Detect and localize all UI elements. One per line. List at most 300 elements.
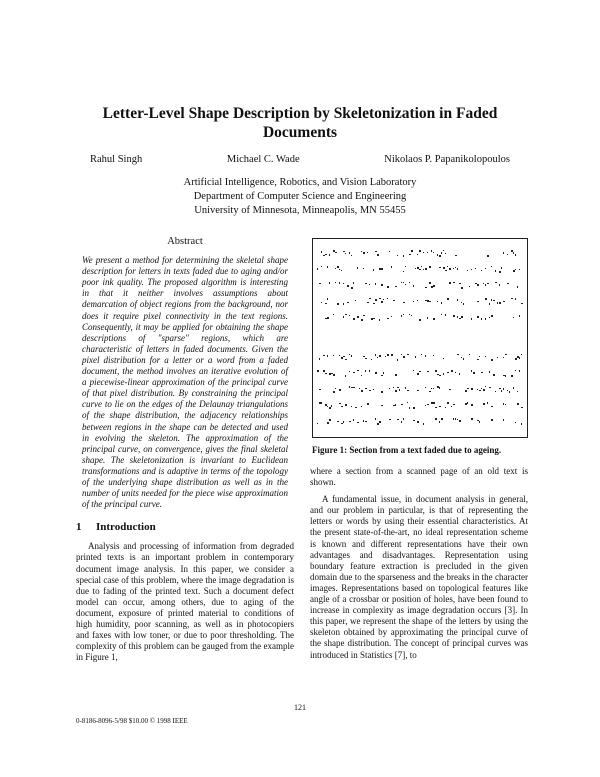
faded-ink-speck: [369, 390, 371, 391]
author-3: Nikolaos P. Papanikolopoulos: [384, 154, 510, 165]
faded-ink-speck: [353, 282, 354, 284]
faded-ink-speck: [409, 254, 411, 255]
faded-ink-speck: [427, 317, 428, 319]
faded-ink-speck: [353, 419, 354, 421]
faded-ink-speck: [369, 370, 370, 372]
faded-ink-speck: [443, 373, 444, 375]
faded-ink-speck: [417, 390, 419, 391]
faded-ink-speck: [363, 420, 364, 422]
faded-ink-speck: [479, 421, 480, 423]
faded-ink-speck: [445, 253, 446, 254]
faded-ink-speck: [451, 406, 452, 407]
faded-ink-speck: [471, 318, 472, 320]
faded-ink-speck: [395, 374, 397, 376]
faded-ink-speck: [453, 404, 455, 405]
faded-ink-speck: [345, 375, 346, 377]
faded-ink-speck: [485, 268, 486, 269]
faded-ink-speck: [343, 421, 344, 423]
faded-ink-speck: [361, 390, 363, 392]
faded-ink-speck: [465, 403, 467, 405]
faded-ink-speck: [397, 419, 399, 420]
faded-ink-speck: [325, 318, 327, 319]
faded-ink-speck: [491, 359, 493, 361]
faded-ink-speck: [489, 387, 491, 388]
faded-ink-speck: [343, 303, 344, 305]
faded-ink-speck: [493, 374, 495, 376]
faded-ink-speck: [481, 388, 482, 389]
faded-ink-speck: [437, 386, 439, 388]
faded-ink-speck: [437, 254, 438, 256]
faded-ink-speck: [323, 370, 325, 372]
faded-ink-speck: [465, 390, 467, 392]
faded-ink-speck: [449, 282, 451, 284]
faded-ink-speck: [347, 302, 349, 303]
faded-ink-speck: [403, 356, 405, 358]
faded-ink-speck: [415, 356, 416, 358]
faded-ink-speck: [403, 255, 404, 257]
faded-ink-speck: [327, 422, 329, 424]
faded-ink-speck: [361, 319, 363, 321]
faded-ink-speck: [401, 315, 402, 317]
faded-ink-speck: [495, 270, 496, 272]
faded-ink-speck: [495, 391, 496, 392]
faded-ink-speck: [381, 284, 383, 286]
faded-ink-speck: [349, 354, 350, 355]
faded-ink-speck: [515, 358, 517, 360]
faded-ink-speck: [357, 422, 359, 423]
faded-ink-speck: [397, 359, 398, 361]
faded-ink-speck: [519, 370, 520, 372]
faded-ink-speck: [381, 375, 383, 376]
faded-ink-speck: [341, 270, 342, 271]
faded-ink-speck: [351, 406, 352, 407]
faded-ink-speck: [369, 284, 370, 285]
faded-ink-speck: [433, 388, 434, 389]
faded-ink-speck: [503, 419, 504, 421]
faded-ink-speck: [375, 354, 376, 356]
author-list: [90, 154, 510, 165]
right-paragraph-1: where a section from a scanned page of an old text is shown.: [310, 466, 528, 488]
faded-ink-speck: [401, 282, 402, 283]
faded-ink-speck: [463, 303, 464, 305]
faded-ink-speck: [411, 250, 413, 252]
faded-ink-speck: [487, 402, 488, 404]
faded-ink-speck: [363, 315, 365, 316]
faded-ink-speck: [337, 266, 339, 268]
faded-ink-speck: [349, 421, 351, 422]
faded-ink-speck: [339, 355, 340, 356]
faded-ink-speck: [381, 268, 383, 270]
faded-ink-speck: [343, 356, 345, 357]
faded-ink-speck: [345, 314, 347, 315]
faded-ink-speck: [425, 387, 426, 388]
faded-ink-speck: [389, 419, 391, 420]
faded-ink-speck: [375, 251, 377, 252]
faded-ink-speck: [517, 403, 519, 405]
faded-ink-speck: [393, 300, 395, 301]
faded-ink-speck: [497, 302, 498, 304]
faded-ink-speck: [479, 356, 480, 357]
faded-ink-speck: [457, 316, 458, 318]
faded-ink-speck: [491, 299, 492, 301]
faded-ink-speck: [339, 282, 340, 284]
faded-ink-speck: [397, 387, 399, 388]
faded-ink-speck: [425, 405, 426, 406]
faded-ink-speck: [461, 357, 462, 358]
faded-ink-speck: [325, 404, 327, 406]
faded-ink-speck: [447, 372, 449, 373]
faded-ink-speck: [519, 357, 520, 359]
faded-ink-speck: [335, 268, 336, 269]
faded-ink-speck: [503, 403, 504, 405]
faded-ink-speck: [323, 355, 325, 356]
faded-ink-speck: [319, 358, 320, 360]
faded-ink-speck: [443, 250, 444, 251]
faded-ink-speck: [521, 423, 522, 425]
faded-ink-speck: [473, 372, 475, 374]
faded-ink-speck: [483, 389, 485, 391]
faded-ink-speck: [427, 300, 429, 302]
faded-ink-speck: [509, 391, 510, 393]
faded-ink-speck: [357, 267, 358, 269]
faded-ink-speck: [505, 354, 507, 355]
faded-ink-speck: [477, 316, 479, 318]
faded-ink-speck: [429, 301, 431, 302]
faded-ink-speck: [453, 418, 454, 420]
faded-ink-speck: [371, 318, 373, 320]
faded-ink-speck: [325, 303, 327, 304]
affiliation-lab: Artificial Intelligence, Robotics, and Vision Laboratory: [183, 177, 417, 188]
page-number: 121: [294, 703, 306, 712]
section-heading: [76, 522, 294, 533]
faded-ink-speck: [513, 270, 515, 272]
faded-ink-speck: [327, 406, 328, 407]
faded-ink-speck: [433, 318, 435, 320]
faded-ink-speck: [319, 389, 321, 390]
faded-ink-speck: [521, 303, 523, 304]
faded-ink-speck: [373, 389, 374, 390]
faded-ink-speck: [425, 268, 427, 270]
faded-ink-speck: [333, 374, 335, 376]
faded-ink-speck: [441, 418, 443, 420]
faded-ink-speck: [379, 355, 381, 357]
faded-ink-speck: [487, 255, 489, 257]
right-column: [310, 466, 528, 661]
faded-ink-speck: [409, 407, 410, 409]
faded-ink-speck: [477, 284, 479, 286]
faded-ink-speck: [461, 302, 462, 303]
faded-ink-speck: [491, 406, 493, 407]
faded-ink-speck: [441, 314, 442, 315]
faded-ink-speck: [511, 375, 513, 377]
left-column: [76, 236, 294, 663]
faded-ink-speck: [407, 354, 409, 355]
faded-ink-speck: [485, 298, 487, 300]
faded-ink-speck: [421, 354, 422, 355]
faded-ink-speck: [491, 266, 492, 267]
section-number: 1: [76, 521, 82, 534]
faded-ink-speck: [457, 419, 458, 420]
faded-ink-speck: [407, 390, 409, 391]
faded-text-image: [313, 239, 527, 437]
faded-ink-speck: [417, 254, 418, 255]
faded-ink-speck: [461, 316, 463, 318]
faded-ink-speck: [429, 266, 431, 268]
faded-ink-speck: [357, 370, 359, 371]
faded-ink-speck: [329, 407, 331, 409]
faded-ink-speck: [395, 404, 396, 406]
faded-ink-speck: [383, 299, 384, 300]
faded-ink-speck: [443, 358, 444, 359]
faded-ink-speck: [391, 266, 392, 268]
faded-ink-speck: [321, 266, 322, 267]
faded-ink-speck: [331, 405, 332, 407]
faded-ink-speck: [379, 298, 381, 299]
faded-ink-speck: [439, 421, 440, 423]
faded-ink-speck: [403, 418, 404, 420]
faded-ink-speck: [515, 370, 516, 371]
author-2: Michael C. Wade: [226, 154, 300, 165]
faded-ink-speck: [427, 371, 429, 372]
faded-ink-speck: [503, 301, 505, 302]
faded-ink-speck: [329, 419, 331, 421]
faded-ink-speck: [327, 266, 328, 268]
faded-ink-speck: [409, 314, 410, 315]
faded-ink-speck: [349, 315, 350, 316]
faded-ink-speck: [343, 251, 345, 252]
faded-ink-speck: [489, 371, 490, 373]
faded-ink-speck: [335, 252, 337, 253]
faded-ink-speck: [445, 270, 447, 271]
faded-ink-speck: [457, 299, 458, 301]
faded-ink-speck: [381, 405, 383, 406]
right-paragraph-2: A fundamental issue, in document analysis in general, and our problem in particular, is that of representing the letters or words by using their essential characteristics. At the present state-of-the-art, no ideal representation scheme is known and different representations have their own advantages and disadvantages. Representation using boundary feature extraction is precluded in the given domain due to the sparseness and the breaks in the character images. Representations based on topological features like angle of a crossbar or position of holes, have been found to increase in complexity as image degradation occurs [3]. In this paper, we represent the shape of the letters by using the skeleton obtained by approximating the principal curve of the shape distribution. The concept of principal curves was introduced in Statistics [7], to: [310, 494, 528, 660]
faded-ink-speck: [351, 355, 352, 357]
faded-ink-speck: [325, 373, 327, 374]
faded-ink-speck: [429, 282, 431, 284]
faded-ink-speck: [433, 285, 435, 287]
faded-ink-speck: [417, 373, 419, 375]
faded-ink-speck: [469, 286, 470, 287]
faded-ink-speck: [391, 316, 392, 317]
faded-ink-speck: [479, 390, 481, 391]
faded-ink-speck: [375, 283, 376, 285]
faded-ink-speck: [487, 283, 489, 284]
faded-ink-speck: [445, 314, 446, 316]
faded-ink-speck: [353, 318, 355, 320]
faded-ink-speck: [431, 402, 433, 404]
faded-ink-speck: [419, 371, 421, 372]
faded-ink-speck: [431, 250, 432, 252]
faded-ink-speck: [379, 421, 381, 423]
faded-ink-speck: [503, 375, 505, 376]
faded-ink-speck: [429, 391, 431, 392]
faded-ink-speck: [489, 303, 490, 305]
faded-ink-speck: [405, 387, 406, 389]
faded-ink-speck: [453, 315, 455, 317]
faded-ink-speck: [373, 269, 374, 271]
faded-ink-speck: [367, 403, 369, 405]
affiliation-department: Department of Computer Science and Engineering: [193, 191, 407, 202]
faded-ink-speck: [463, 358, 464, 360]
faded-ink-speck: [409, 282, 410, 283]
faded-ink-speck: [349, 386, 350, 388]
faded-ink-speck: [363, 268, 364, 269]
faded-ink-speck: [387, 318, 389, 319]
faded-ink-speck: [361, 375, 362, 376]
faded-ink-speck: [373, 303, 375, 304]
faded-ink-speck: [365, 358, 367, 359]
faded-ink-speck: [481, 270, 482, 271]
faded-ink-speck: [333, 314, 334, 315]
faded-ink-speck: [325, 254, 327, 255]
faded-ink-speck: [467, 388, 469, 389]
faded-ink-speck: [403, 282, 404, 283]
faded-ink-speck: [521, 407, 523, 408]
faded-ink-speck: [345, 359, 347, 360]
faded-ink-speck: [513, 317, 514, 318]
faded-ink-speck: [517, 391, 518, 392]
abstract-text: We present a method for determining the skeletal shape description for letters in texts faded due to aging and/or poor ink quality. The proposed algorithm is interesting in that it neither involves assumptions about demarcation of object regions from the background, nor does it require pixel connectivity in the text regions. Consequently, it may be applied for obtaining the shape descriptions of "sparse" regions, which are characteristic of letters in faded documents. Given the pixel distribution for a letter or a word from a faded document, the method involves an iterative evolution of a piecewise-linear approximation of the principal curve of that pixel distribution. By constraining the principal curve to lie on the edges of the Delaunay triangulations of the shape distribution, the adjacency relationships between regions in the shape can be detected and used in evolving the skeleton. The approximation of the principal curve, on convergence, gives the final skeletal shape. The skeletonization is invariant to Euclidean transformations and is adaptive in terms of the topology of the underlying shape distribution as well as in the number of units needed for the piece wise approximation of the principal curve.: [82, 255, 288, 510]
faded-ink-speck: [425, 355, 426, 357]
faded-ink-speck: [361, 406, 362, 407]
faded-ink-speck: [403, 271, 404, 272]
faded-ink-speck: [455, 418, 456, 420]
faded-ink-speck: [413, 407, 415, 409]
faded-ink-speck: [341, 357, 343, 359]
faded-ink-speck: [419, 250, 421, 252]
faded-ink-speck: [501, 267, 502, 269]
faded-ink-speck: [471, 269, 472, 270]
faded-ink-speck: [343, 283, 344, 284]
faded-ink-speck: [413, 285, 414, 287]
faded-ink-speck: [345, 404, 347, 406]
faded-ink-speck: [435, 418, 437, 420]
faded-ink-speck: [405, 266, 406, 267]
faded-ink-speck: [511, 298, 513, 299]
faded-ink-speck: [511, 250, 513, 252]
faded-ink-speck: [351, 255, 352, 256]
faded-ink-speck: [457, 354, 459, 355]
faded-ink-speck: [329, 282, 330, 284]
faded-ink-speck: [349, 371, 350, 372]
affiliation: [120, 176, 480, 218]
faded-ink-speck: [475, 283, 477, 284]
faded-ink-speck: [365, 283, 367, 284]
faded-ink-speck: [419, 319, 421, 321]
faded-ink-speck: [361, 251, 362, 252]
faded-ink-speck: [517, 286, 518, 288]
faded-ink-speck: [459, 420, 461, 422]
faded-ink-speck: [507, 283, 509, 284]
faded-ink-speck: [323, 255, 325, 256]
faded-ink-speck: [515, 254, 516, 256]
faded-ink-speck: [327, 298, 328, 300]
faded-ink-speck: [485, 356, 486, 357]
faded-ink-speck: [505, 404, 506, 405]
faded-ink-speck: [403, 302, 405, 303]
faded-ink-speck: [375, 299, 377, 301]
faded-ink-speck: [365, 421, 367, 422]
faded-ink-speck: [433, 355, 434, 356]
faded-ink-speck: [459, 318, 461, 319]
faded-ink-speck: [391, 354, 393, 356]
paper-title: Letter-Level Shape Description by Skeletonization in Faded Documents: [102, 105, 498, 141]
faded-ink-speck: [377, 357, 378, 358]
faded-ink-speck: [457, 268, 458, 270]
faded-ink-speck: [485, 318, 486, 320]
faded-ink-speck: [389, 251, 390, 252]
faded-ink-speck: [451, 370, 453, 372]
faded-ink-speck: [393, 387, 394, 388]
faded-ink-speck: [439, 387, 440, 389]
faded-ink-speck: [497, 357, 498, 358]
faded-ink-speck: [477, 420, 479, 421]
faded-ink-speck: [427, 404, 429, 405]
faded-ink-speck: [353, 372, 355, 373]
faded-ink-speck: [351, 287, 353, 289]
faded-ink-speck: [379, 268, 381, 270]
faded-ink-speck: [387, 298, 388, 299]
faded-ink-speck: [339, 403, 341, 404]
faded-ink-speck: [439, 267, 441, 268]
faded-ink-speck: [477, 301, 479, 302]
faded-ink-speck: [331, 373, 333, 374]
faded-ink-speck: [481, 318, 482, 320]
faded-ink-speck: [357, 316, 359, 318]
faded-ink-speck: [445, 407, 446, 408]
faded-ink-speck: [337, 303, 339, 305]
faded-ink-speck: [503, 357, 504, 358]
faded-ink-speck: [385, 356, 386, 357]
faded-ink-speck: [519, 269, 520, 270]
faded-ink-speck: [503, 252, 504, 254]
faded-ink-speck: [375, 418, 376, 420]
faded-ink-speck: [513, 252, 514, 254]
faded-ink-speck: [485, 284, 486, 286]
faded-ink-speck: [515, 298, 516, 300]
faded-ink-speck: [407, 402, 408, 403]
faded-ink-speck: [499, 302, 501, 304]
faded-ink-speck: [431, 286, 433, 288]
faded-ink-speck: [471, 418, 473, 420]
faded-ink-speck: [381, 301, 383, 303]
faded-ink-speck: [335, 282, 336, 283]
faded-ink-speck: [423, 252, 424, 253]
faded-ink-speck: [499, 388, 501, 389]
faded-ink-speck: [395, 286, 397, 287]
faded-ink-speck: [447, 402, 449, 404]
faded-ink-speck: [499, 284, 500, 286]
faded-ink-speck: [341, 423, 343, 424]
faded-ink-speck: [405, 284, 406, 285]
faded-ink-speck: [455, 255, 457, 256]
faded-ink-speck: [319, 283, 321, 284]
faded-ink-speck: [447, 266, 448, 267]
faded-ink-speck: [319, 402, 321, 404]
faded-ink-speck: [431, 388, 432, 389]
faded-ink-speck: [365, 388, 367, 389]
faded-ink-speck: [435, 407, 437, 408]
faded-ink-speck: [413, 301, 414, 302]
faded-ink-speck: [353, 387, 355, 388]
faded-ink-speck: [449, 268, 451, 270]
faded-ink-speck: [493, 300, 495, 301]
figure-caption: Figure 1: Section from a text faded due to ageing.: [312, 445, 502, 455]
faded-ink-speck: [321, 251, 322, 253]
faded-ink-speck: [339, 269, 340, 270]
faded-ink-speck: [421, 266, 422, 267]
